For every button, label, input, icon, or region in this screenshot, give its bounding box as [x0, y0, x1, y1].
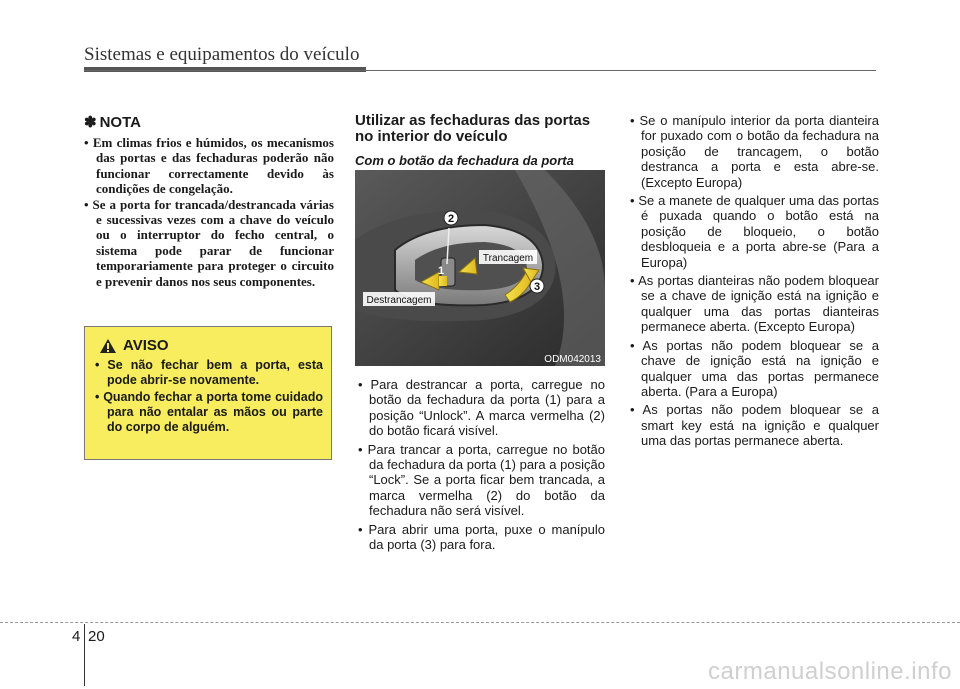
header-title: Sistemas e equipamentos do veículo [84, 44, 360, 65]
list-item: • Para abrir uma porta, puxe o manípulo da porta (3) para fora. [355, 522, 605, 553]
aviso-item: • Quando fechar a porta tome cuidado para não entalar as mãos ou parte do corpo de alguém. [93, 390, 323, 435]
label-trancagem: Trancagem [482, 253, 534, 264]
section-subtitle: Com o botão da fechadura da porta [355, 153, 574, 168]
col2-list [355, 377, 605, 555]
list-item: • Para trancar a porta, carregue no botão da fechadura da porta (1) para a posição “Lock”. Se a porta ficar bem trancada, a marca vermelha (2) do botão da fechadura não será visível. [355, 442, 605, 519]
nota-title [84, 113, 334, 131]
warning-triangle-icon [99, 338, 117, 354]
aviso-item: • Se não fechar bem a porta, esta pode abrir-se novamente. [93, 358, 323, 388]
star-icon: ✽ [84, 114, 97, 131]
footer-divider [0, 622, 960, 623]
aviso-list [93, 358, 323, 435]
section-title: Utilizar as fechaduras das portas no interior do veículo [355, 112, 591, 145]
label-destrancagem: Destrancagem [366, 295, 432, 306]
callout-2: 2 [447, 213, 455, 225]
list-item: • As portas dianteiras não podem bloquear se a chave de ignição está na ignição e qualquer uma das portas dianteiras permanece aberta. (Excepto Europa) [627, 273, 879, 335]
nota-list [84, 135, 334, 289]
list-item: • Para destrancar a porta, carregue no botão da fechadura da porta (1) para a posição “Unlock”. A marca vermelha (2) do botão ficará visível. [355, 377, 605, 439]
list-item: • As portas não podem bloquear se a smart key está na ignição e qualquer uma das portas permanece aberta. [627, 402, 879, 448]
aviso-title: AVISO [123, 337, 169, 354]
chapter-number: 4 [72, 628, 81, 645]
door-lock-figure [355, 170, 605, 366]
page-number: 20 [88, 628, 105, 645]
callout-1: 1 [437, 265, 445, 277]
nota-box [84, 113, 334, 289]
aviso-box [84, 326, 332, 460]
header-rule-thin [84, 70, 876, 71]
aviso-header [93, 337, 323, 354]
nota-title-text: NOTA [99, 114, 141, 131]
nota-item: • Se a porta for trancada/destrancada várias e sucessivas vezes com a chave do veículo ou o interruptor do fecho central, o sistema pode parar de funcionar temporariamente para proteger o circuito e prevenir danos nos seus componentes. [84, 197, 334, 289]
figure-code: ODM042013 [544, 354, 601, 365]
footer-vertical-rule [84, 624, 85, 686]
nota-item: • Em climas frios e húmidos, os mecanismos das portas e das fechaduras poderão não funcionar correctamente devido às condições de congelação. [84, 135, 334, 197]
door-lock-illustration [355, 170, 605, 366]
callout-3: 3 [533, 281, 541, 293]
section-heading [355, 113, 605, 168]
list-item: • Se o manípulo interior da porta dianteira for puxado com o botão da fechadura na posição de trancagem, o botão destranca a porta e esta abre-se. (Excepto Europa) [627, 113, 879, 190]
watermark: carmanualsonline.info [708, 658, 952, 685]
col3-list [627, 113, 879, 452]
list-item: • Se a manete de qualquer uma das portas é puxada quando o botão está na posição de bloqueio, o botão desbloqueia e a porta abre-se (Para a Europa) [627, 193, 879, 270]
list-item: • As portas não podem bloquear se a chave de ignição está na ignição e qualquer uma das portas permanece aberta. (Para a Europa) [627, 338, 879, 400]
